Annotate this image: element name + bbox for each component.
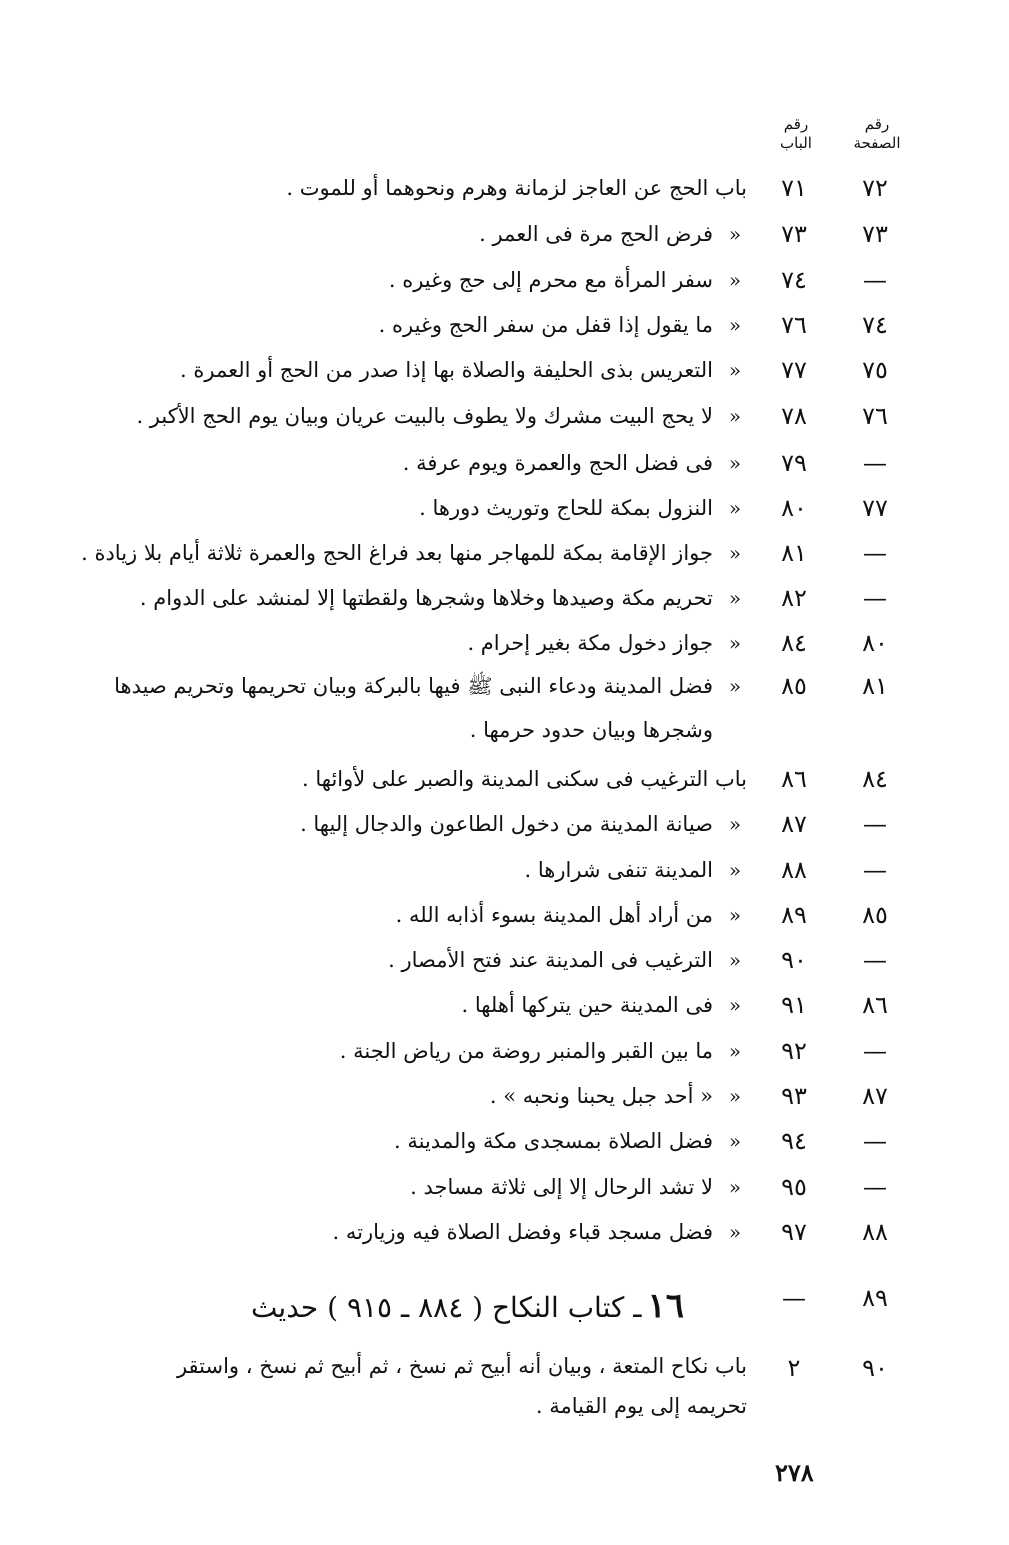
toc-entry xyxy=(0,1165,1009,1209)
ditto-mark: « xyxy=(728,586,742,610)
toc-entry xyxy=(0,664,1009,752)
entry-page-number: — xyxy=(863,539,887,567)
ditto-mark: « xyxy=(728,358,742,382)
entry-chapter-number: ٩٠ xyxy=(781,946,807,974)
entry-page-number: ٧٤ xyxy=(862,311,888,339)
toc-entry xyxy=(0,394,1009,438)
entry-title: فضل المدينة ودعاء النبى ﷺ فيها بالبركة وبيان تحريمها وتحريم صيدها وشجرها وبيان حدود حرمها . xyxy=(114,674,713,742)
toc-entry xyxy=(0,212,1009,256)
ditto-mark: « xyxy=(728,1129,742,1153)
ditto-mark: « xyxy=(728,1084,742,1108)
entry-chapter-number: ٧٦ xyxy=(781,311,807,339)
entry-chapter-number: ٨٧ xyxy=(781,810,807,838)
toc-entry xyxy=(0,848,1009,892)
entry-chapter-number: ٩١ xyxy=(781,991,807,1019)
entry-chapter-number: ٩٥ xyxy=(781,1173,807,1201)
ditto-mark: « xyxy=(728,496,742,520)
section-chapter-number: — xyxy=(782,1284,806,1312)
entry-title: تحريم مكة وصيدها وخلاها وشجرها ولقطتها إلا لمنشد على الدوام . xyxy=(139,586,713,610)
section-title-text: ـ كتاب النكاح ( ٨٨٤ ـ ٩١٥ ) حديث xyxy=(250,1291,642,1324)
entry-title: المدينة تنفى شرارها . xyxy=(524,858,713,882)
entry-page-number: — xyxy=(863,1173,887,1201)
ditto-mark: « xyxy=(728,1039,742,1063)
ditto-mark: « xyxy=(728,674,742,698)
ditto-mark: « xyxy=(728,948,742,972)
ditto-mark: « xyxy=(728,631,742,655)
toc-entry xyxy=(0,348,1009,392)
toc-entry xyxy=(0,893,1009,937)
entry-page-number: ٧٧ xyxy=(862,494,888,522)
section-heading-row xyxy=(0,1276,1009,1336)
toc-entry xyxy=(0,486,1009,530)
entry-title: النزول بمكة للحاج وتوريث دورها . xyxy=(419,496,713,520)
toc-entry xyxy=(0,1074,1009,1118)
toc-entry xyxy=(0,441,1009,485)
entry-page-number: ٧٢ xyxy=(862,174,888,202)
entry-page-number: ٨٧ xyxy=(862,1082,888,1110)
entry-chapter-number: ٨٢ xyxy=(781,584,807,612)
entry-title: « أحد جبل يحبنا ونحبه » . xyxy=(489,1084,713,1108)
entry-chapter-number: ٨٨ xyxy=(781,856,807,884)
entry-page-number: — xyxy=(863,1127,887,1155)
entry-title: صيانة المدينة من دخول الطاعون والدجال إليها . xyxy=(300,812,713,836)
entry-title: لا تشد الرحال إلا إلى ثلاثة مساجد . xyxy=(410,1175,713,1199)
entry-page-number: ٨٤ xyxy=(862,765,888,793)
entry-title: جواز الإقامة بمكة للمهاجر منها بعد فراغ الحج والعمرة ثلاثة أيام بلا زيادة . xyxy=(81,541,713,565)
entry-page-number: — xyxy=(863,856,887,884)
ditto-mark: « xyxy=(728,404,742,428)
entry-page-number: ٩٠ xyxy=(862,1354,888,1382)
entry-chapter-number: ٩٣ xyxy=(781,1082,807,1110)
entry-page-number: — xyxy=(863,946,887,974)
toc-entry xyxy=(0,531,1009,575)
ditto-mark: « xyxy=(728,313,742,337)
entry-title: فى فضل الحج والعمرة ويوم عرفة . xyxy=(402,451,713,475)
entry-title: لا يحج البيت مشرك ولا يطوف بالبيت عريان وبيان يوم الحج الأكبر . xyxy=(136,404,713,428)
entry-chapter-number: ٧٣ xyxy=(781,220,807,248)
entry-title: التعريس بذى الحليفة والصلاة بها إذا صدر من الحج أو العمرة . xyxy=(180,358,713,382)
entry-page-number: ٨١ xyxy=(862,672,888,700)
entry-page-number: ٨٠ xyxy=(862,629,888,657)
section-number: ١٦ xyxy=(647,1286,684,1326)
entry-chapter-number: ٨٦ xyxy=(781,765,807,793)
ditto-mark: « xyxy=(728,451,742,475)
entry-title: فضل الصلاة بمسجدى مكة والمدينة . xyxy=(394,1129,713,1153)
toc-entry xyxy=(0,983,1009,1027)
entry-chapter-number: ٨٩ xyxy=(781,901,807,929)
entry-title: الترغيب فى المدينة عند فتح الأمصار . xyxy=(388,948,713,972)
entry-page-number: ٨٥ xyxy=(862,901,888,929)
entry-chapter-number: ٧١ xyxy=(781,174,807,202)
toc-entry xyxy=(0,576,1009,620)
entry-chapter-number: ٧٩ xyxy=(781,449,807,477)
entry-title: سفر المرأة مع محرم إلى حج وغيره . xyxy=(388,268,713,292)
ditto-mark: « xyxy=(728,858,742,882)
entry-chapter-number: ٧٧ xyxy=(781,356,807,384)
entry-title: جواز دخول مكة بغير إحرام . xyxy=(467,631,713,655)
entry-chapter-number: ٧٤ xyxy=(781,266,807,294)
entry-title: باب الترغيب فى سكنى المدينة والصبر على لأوائها . xyxy=(302,767,747,791)
ditto-mark: « xyxy=(728,993,742,1017)
toc-entry xyxy=(0,1210,1009,1254)
toc-entry-last xyxy=(0,1346,1009,1426)
ditto-mark: « xyxy=(728,1220,742,1244)
entry-chapter-number: ٨٠ xyxy=(781,494,807,522)
entry-page-number: — xyxy=(863,449,887,477)
entry-chapter-number: ٩٢ xyxy=(781,1037,807,1065)
entry-chapter-number: ٧٨ xyxy=(781,402,807,430)
page-number: ٢٧٨ xyxy=(775,1458,814,1487)
entry-page-number: ٧٣ xyxy=(862,220,888,248)
toc-entry xyxy=(0,303,1009,347)
entry-title: ما بين القبر والمنبر روضة من رياض الجنة . xyxy=(339,1039,713,1063)
entry-title: فضل مسجد قباء وفضل الصلاة فيه وزيارته . xyxy=(332,1220,713,1244)
entry-title: باب الحج عن العاجز لزمانة وهرم ونحوهما أو للموت . xyxy=(286,176,747,200)
toc-entry xyxy=(0,802,1009,846)
chapter-number-column-header: رقم الباب xyxy=(780,115,812,152)
ditto-mark: « xyxy=(728,903,742,927)
entry-title: فى المدينة حين يتركها أهلها . xyxy=(461,993,713,1017)
entry-chapter-number: ٨٥ xyxy=(781,672,807,700)
ditto-mark: « xyxy=(728,812,742,836)
section-title xyxy=(251,1282,684,1332)
entry-title: فرض الحج مرة فى العمر . xyxy=(479,222,713,246)
toc-entry xyxy=(0,621,1009,665)
entry-chapter-number: ٨١ xyxy=(781,539,807,567)
toc-entry xyxy=(0,938,1009,982)
entry-page-number: — xyxy=(863,584,887,612)
entry-chapter-number: ٩٧ xyxy=(781,1218,807,1246)
entry-page-number: ٧٦ xyxy=(862,402,888,430)
entry-title: باب نكاح المتعة ، وبيان أنه أبيح ثم نسخ ، ثم أبيح ثم نسخ ، واستقر تحريمه إلى يوم القيامة . xyxy=(176,1354,747,1418)
entry-chapter-number: ٨٤ xyxy=(781,629,807,657)
ditto-mark: « xyxy=(728,541,742,565)
entry-chapter-number: ٩٤ xyxy=(781,1127,807,1155)
entry-title: من أراد أهل المدينة بسوء أذابه الله . xyxy=(395,903,713,927)
toc-entry xyxy=(0,757,1009,801)
entry-page-number: — xyxy=(863,1037,887,1065)
toc-entry xyxy=(0,258,1009,302)
entry-page-number: ٨٨ xyxy=(862,1218,888,1246)
entry-title: ما يقول إذا قفل من سفر الحج وغيره . xyxy=(378,313,713,337)
toc-entry xyxy=(0,166,1009,210)
ditto-mark: « xyxy=(728,1175,742,1199)
entry-page-number: ٨٦ xyxy=(862,991,888,1019)
ditto-mark: « xyxy=(728,222,742,246)
entry-page-number: ٧٥ xyxy=(862,356,888,384)
entry-page-number: — xyxy=(863,810,887,838)
section-page-number: ٨٩ xyxy=(862,1284,888,1312)
toc-entry xyxy=(0,1029,1009,1073)
entry-page-number: — xyxy=(863,266,887,294)
page-number-column-header: رقم الصفحة xyxy=(853,115,901,152)
entry-chapter-number: ٢ xyxy=(787,1354,801,1382)
ditto-mark: « xyxy=(728,268,742,292)
toc-entry xyxy=(0,1119,1009,1163)
